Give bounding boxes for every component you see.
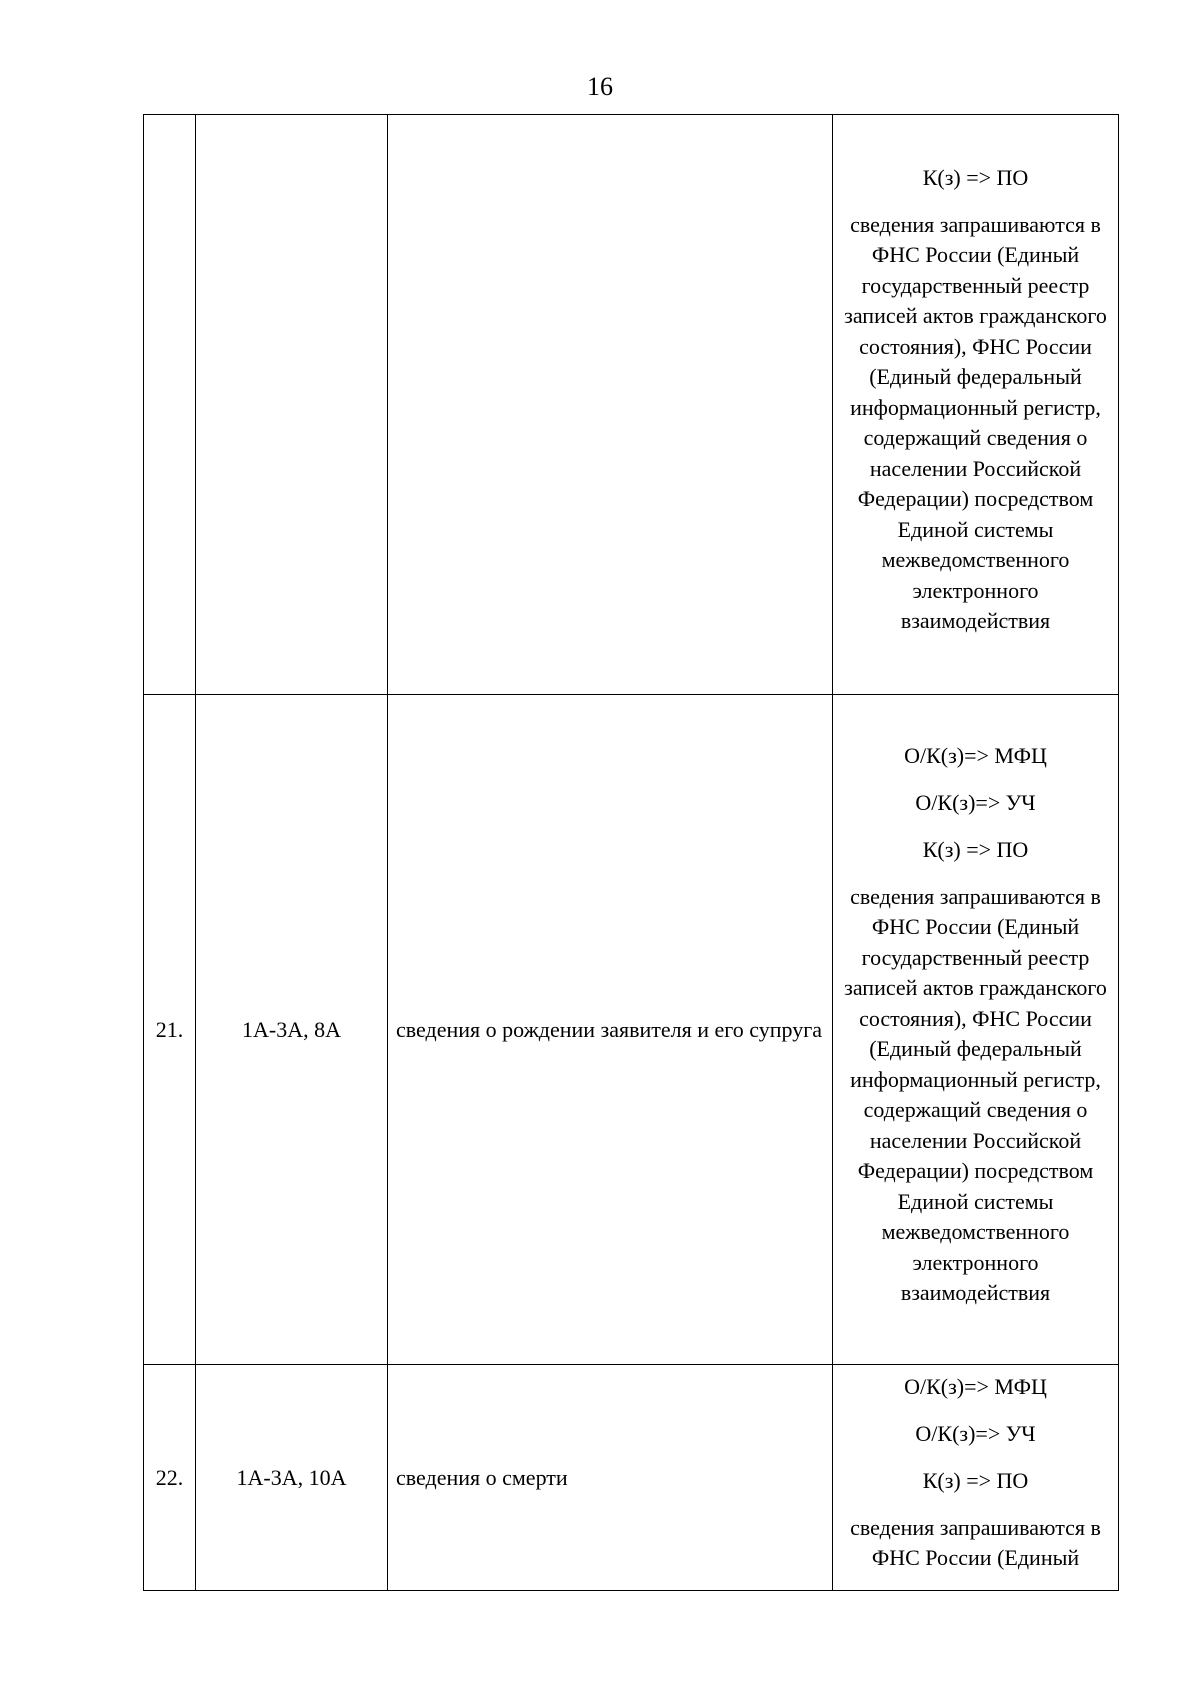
source-route: О/К(з)=> УЧ (915, 789, 1036, 815)
source-route: К(з) => ПО (922, 1467, 1029, 1493)
table-row (144, 115, 1119, 695)
row-code: 1А-3А, 8А (196, 695, 388, 1365)
source-route: К(з) => ПО (922, 164, 1029, 190)
row-code: 1А-3А, 10А (196, 1365, 388, 1591)
table-row (144, 695, 1119, 1365)
source-route: О/К(з)=> МФЦ (904, 1373, 1047, 1399)
row-description: сведения о рождении заявителя и его супруга (388, 695, 833, 1365)
row-description: сведения о смерти (388, 1365, 833, 1591)
row-source (833, 695, 1119, 1365)
table-row (144, 1365, 1119, 1591)
row-number: 22. (144, 1365, 196, 1591)
source-details: сведения запрашиваются в ФНС России (Единый государственный реестр записей актов гражданского состояния), ФНС России (Единый федеральный информационный регистр, содержащий сведения о населении Российской Федерации) посредством Единой системы межведомственного электронного взаимодействия (844, 211, 1107, 633)
source-route: О/К(з)=> МФЦ (904, 742, 1047, 768)
source-details: сведения запрашиваются в ФНС России (Единый (850, 1514, 1101, 1570)
row-number (144, 115, 196, 695)
row-source (833, 115, 1119, 695)
source-details: сведения запрашиваются в ФНС России (Единый государственный реестр записей актов гражданского состояния), ФНС России (Единый федеральный информационный регистр, содержащий сведения о населении Российской Федерации) посредством Единой системы межведомственного электронного взаимодействия (844, 883, 1107, 1305)
row-number: 21. (144, 695, 196, 1365)
row-source (833, 1365, 1119, 1591)
page-number: 16 (587, 72, 613, 101)
row-code (196, 115, 388, 695)
row-description (388, 115, 833, 695)
source-route: К(з) => ПО (922, 836, 1029, 862)
source-route: О/К(з)=> УЧ (915, 1420, 1036, 1446)
services-table (143, 114, 1119, 1591)
